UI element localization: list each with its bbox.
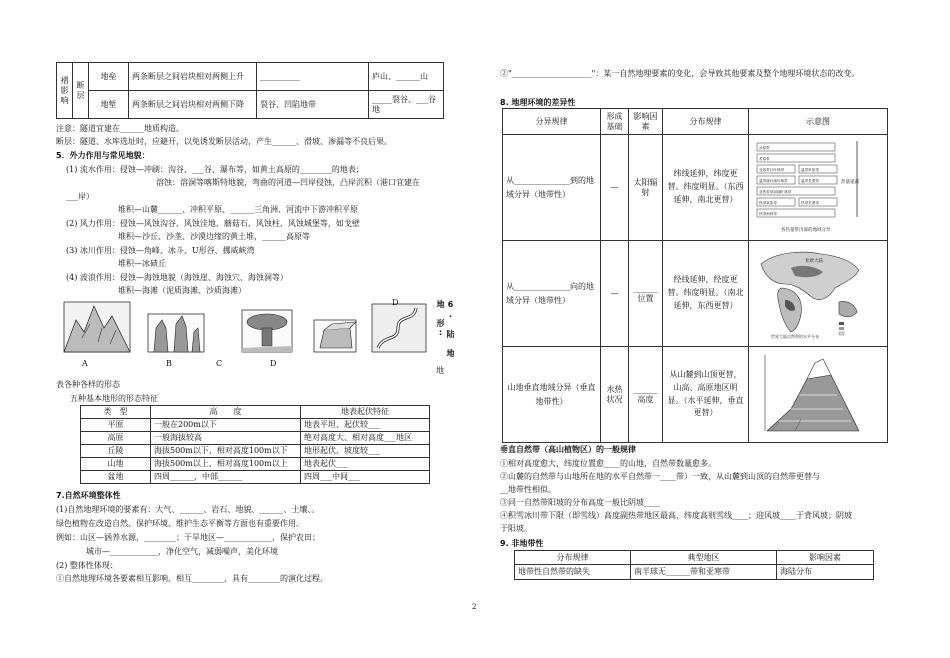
heat-zone-band-label: 温带草原带 [801,168,819,172]
img-label-a: A [82,359,88,368]
section-6-tail: 地 [436,366,444,375]
text-line: 于阳坡。 [500,524,532,533]
landform-c-image [242,310,292,352]
section-6-heading: 6. 陆 地 地 形: [436,300,455,358]
terrain-cell: 丘陵 [81,445,151,458]
diff-header: 形成基础 [601,109,629,135]
img-label-d2: D [392,298,399,307]
heat-zone-band-label: 热带草原带 [759,201,777,205]
heat-zone-band-label: 热带雨林带 [759,212,777,216]
section-7-heading: 7.自然环境整体性 [56,491,121,500]
text-line: ①相对高度愈大，纬度位置愈____的山地，自然带数量愈多。 [500,459,716,468]
terrain-cell: 地形起伏、坡度较___ [301,445,430,458]
img-label-d: D [270,359,277,368]
terrain-table-title: 五种基本地形的形态特征 [70,394,158,403]
vertical-zone-heading: 垂直自然带（高山植物区）的一般规律 [500,445,636,454]
img-label-c: C [216,359,223,368]
nonzonal-table [514,550,874,580]
diff-law-cell: 山地垂直地域分异（垂直地带性） [503,347,601,443]
nonzonal-cell: 南半球无______带和亚寒带 [631,565,777,580]
text-line: 堆积—冰碛丘 [118,259,166,268]
landform-a-image [64,302,130,352]
text-line: (1) 流水作用：侵蚀—冲刷：沟谷、___谷、瀑布等，如黄土高原的________的地表； [66,165,364,174]
diff-factor-cell: ______位置 [629,241,663,347]
nonzonal-header: 典型地区 [631,551,777,565]
note-tunnel: 注意：隧道宜建在______地质构造。 [56,124,184,133]
terrain-cell: 一般海拔较高 [151,432,301,445]
nonzonal-header: 影响因素 [777,551,874,565]
fault-group-label: 褶 影 响 [60,75,69,105]
section-8-heading: 8. 地理环境的差异性 [500,98,576,107]
fault-type-cell: 地垒 [89,63,129,91]
diff-figure-cell [749,241,888,347]
text-line: 溶蚀：溶洞等喀斯特地貌，弯曲的河道—凹岸侵蚀，凸岸沉积（港口宜建在 [156,178,420,187]
diff-basis-cell: — [601,241,629,347]
text-line: (2) 风力作用：侵蚀—风蚀沟谷、风蚀洼地、蘑菇石、风蚀柱、风蚀城堡等，如戈壁 [66,219,360,228]
text-line: ②"____________________"：某一自然地理要素的变化，会导致其他要素及整个地理环境状态的改变。 [500,69,860,78]
terrain-cell: 平原 [81,419,151,432]
fault-landform-cell: __________ [257,63,369,91]
img-label-b: B [166,359,172,368]
text-line: (1)自然地理环境的要素有：大气、______、岩石、地貌、______、土壤、。 [56,505,320,514]
world-map-caption: 世界大陆自然带的水平分布 [771,334,819,339]
nonzonal-cell: 地带性自然带的缺失 [515,565,631,580]
text-line: ①自然地理环境各要素相互影响、相互________，具有________的演化过程。 [56,574,328,583]
diff-header: 分布规律 [663,109,749,135]
heat-zone-caption: 各热量带内部的地域分异 [781,228,831,233]
world-zones-map [751,244,867,340]
landform-e-image [372,304,426,352]
section-5-heading: 5．外力作用与常见地貌： [56,151,150,160]
text-line: 堆积—山麓______、冲积平原、______三角洲、河流中下游冲积平原 [118,205,358,214]
heat-zone-band-label: 苔原带 [759,157,770,161]
diff-figure-cell [749,135,888,241]
terrain-cell: 一般在200m以下 [151,419,301,432]
heat-zone-band-label: 热带荒漠带 [801,201,819,205]
fault-desc-cell: 两条断层之间岩块相对两侧下降 [129,91,257,119]
terrain-cell: 四周______，中部______ [151,471,301,484]
terrain-cell: 盆地 [81,471,151,484]
diff-header: 分异规律 [503,109,601,135]
page-number: 2 [472,603,477,611]
differentiation-table [502,108,888,443]
note-fault: 断层：隧道、水库选址时，应避开，以免诱发断层活动，产生______、滑坡、渗漏等不良后果。 [56,137,392,146]
diff-factor-cell: 太阳辐射 [629,135,663,241]
terrain-table [80,405,430,484]
text-line: 城市—____________，净化空气，减弱噪声，美化环境 [86,547,278,556]
terrain-cell: 海拔500m以上，相对高度100m以上 [151,458,301,471]
text-line: 堆积—海滩（泥质海滩、沙质海滩） [118,286,246,295]
mountain-vertical-zones-diagram [751,349,867,437]
heat-zone-side-label: 热量递减 [841,180,859,185]
text-line: 绿色植物在改造自然、保护环境、维护生态平衡等方面也有重要作用。 [56,519,304,528]
heat-zone-band-label: 亚热带常绿阔叶林带 [759,190,792,194]
fault-table-group [57,63,73,119]
landform-b-image [148,314,204,352]
text-line: (2) 整体性体现： [56,561,118,570]
terrain-cell: 海拔500m以下，相对高度100m以下 [151,445,301,458]
landform-illustration [62,298,428,360]
fault-landform-cell: 裂谷、凹陷地带 [257,91,369,119]
text-line: ___岸） [66,192,94,201]
terrain-cell: 四周___中间___ [301,471,430,484]
heat-zone-band-label: 亚寒带针叶林带 [759,168,785,172]
terrain-cell: 山地 [81,458,151,471]
heat-zone-band-label: 冰原带 [759,146,770,150]
diff-basis-cell: 水热状况 [601,347,629,443]
text-line: 堆积—沙丘、沙垄、沙漠边缘的黄土堆，______高原等 [118,232,310,241]
terrain-cell: 高原 [81,432,151,445]
terrain-cell: 地表平坦、起伏较___ [301,419,430,432]
diff-law-cell: 从______________向的地域分异（地带性） [503,241,601,347]
diff-basis-cell: — [601,135,629,241]
heat-zone-band-label: 温带落叶阔叶林带 [759,179,788,183]
diff-law-cell: 从______________到的地域分异（地带性） [503,135,601,241]
landform-d-image [314,320,356,352]
text-line: __地带性相似。 [500,485,556,494]
terrain-cell: 绝对高度大、相对高度___地区 [301,432,430,445]
fault-desc-cell: 两条断层之间岩块相对两侧上升 [129,63,257,91]
terrain-header-type: 类 型 [81,406,151,419]
diff-dist-cell: 从山麓到山顶更替，山高、高原地区明显。（水平延伸，垂直更替） [663,347,749,443]
fault-sub-label: 断 层 [76,80,85,100]
heat-zone-diagram [751,137,867,235]
terrain-header-relief: 地表起伏特征 [301,406,430,419]
fault-table [56,62,444,119]
section-9-heading: 9. 非地带性 [500,539,544,548]
fault-type-cell: 地堑 [89,91,129,119]
text-line: ③同一自然带阳坡的分布高度一般比阴坡____ [500,498,660,507]
terrain-cell: 地表起伏___ [301,458,430,471]
nonzonal-header: 分布规律 [515,551,631,565]
diff-dist-cell: 经线延伸，经度更替。纬度明显。（南北延伸，东西更替） [663,241,749,347]
terrain-header-height: 高 度 [151,406,301,419]
fault-example-cell: 庐山、______山 [369,63,444,91]
section-6-continued: 表各种各样的形态 [56,380,120,389]
diff-header: 影响因素 [629,109,663,135]
text-line: (3) 冰川作用：侵蚀—角峰、冰斗、U形谷、挪威峡湾 [66,246,255,255]
diff-factor-cell: ______高度 [629,347,663,443]
diff-dist-cell: 纬线延伸，纬度更替。纬度明显。（东西延伸，南北更替） [663,135,749,241]
fault-table-sub [73,63,89,119]
world-map-label: 亚欧大陆 [805,259,823,264]
text-line: (4) 波浪作用：侵蚀—海蚀地貌（海蚀崖、海蚀穴、海蚀洞等） [66,273,288,282]
text-line: 例如：山区—涵养水源，________；干旱地区—____________，保护农田； [56,533,320,542]
fault-example-cell: _____裂谷、___谷地 [369,91,444,119]
nonzonal-cell: 海陆分布 [777,565,874,580]
text-line: ④积雪冰川带下限（即雪线）高度副热带地区最高，纬度高则雪线____；迎风坡____于背风坡；阴坡 [500,511,852,520]
diff-figure-cell [749,347,888,443]
diff-header: 示意图 [749,109,888,135]
heat-zone-band-label: 温带荒漠带 [801,179,819,183]
text-line: ②山麓的自然带与山地所在地的水平自然带一____带）一致，从山麓到山顶的自然带更替与 [500,472,820,481]
